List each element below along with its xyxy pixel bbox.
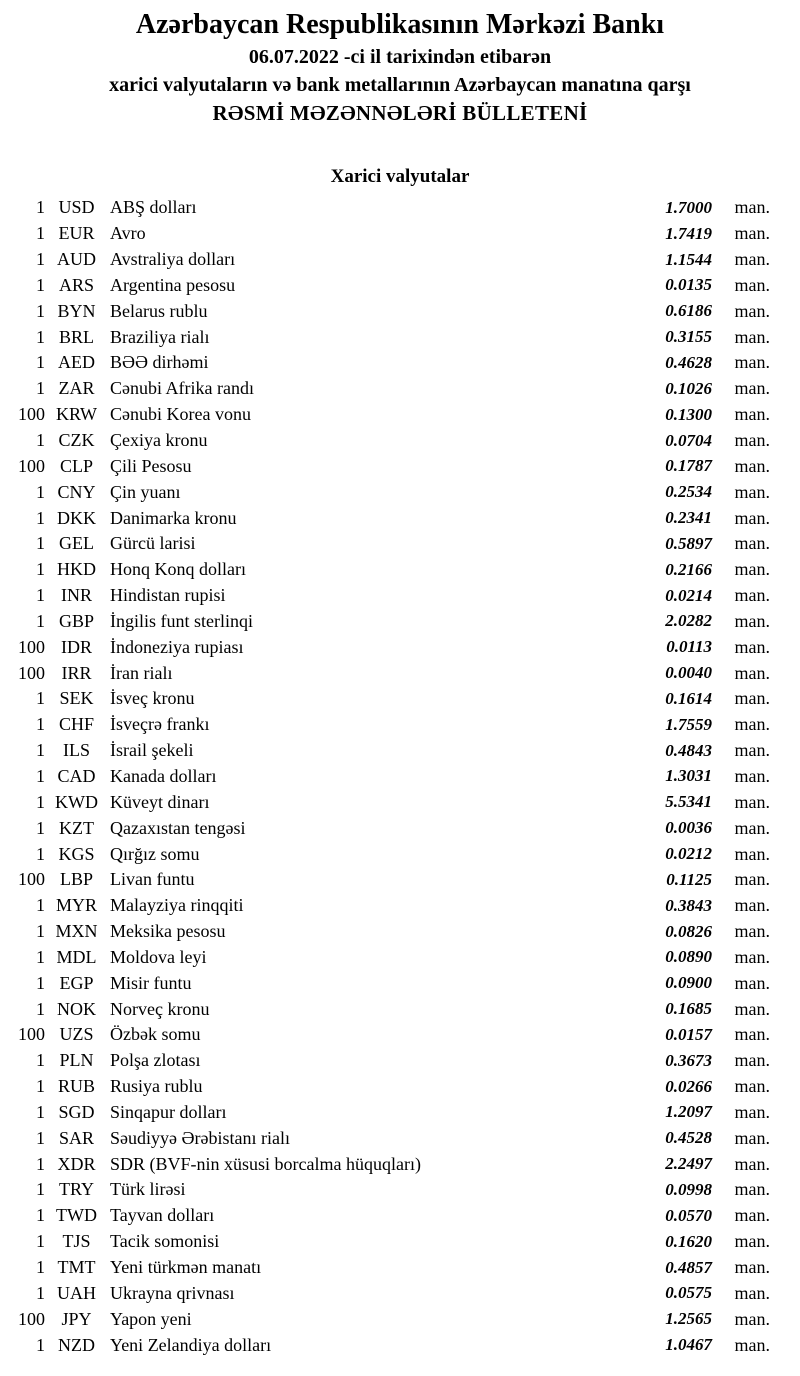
rate-quantity: 1 [36,1231,45,1252]
unit-label: man. [734,998,770,1019]
unit-label: man. [734,1050,770,1071]
currency-code: PLN [59,1050,94,1071]
currency-code: CHF [58,714,94,735]
currency-name: Sinqapur dolları [110,1101,227,1122]
rate-quantity: 1 [36,817,45,838]
rate-value: 1.3031 [665,766,712,786]
currency-name: Cənubi Afrika randı [110,378,254,399]
rate-quantity: 1 [36,585,45,606]
currency-name: Danimarka kronu [110,507,237,528]
rate-row [0,686,770,712]
rate-value: 0.4857 [665,1257,712,1277]
rate-row [0,919,770,945]
currency-code: ZAR [58,378,95,399]
unit-label: man. [734,895,770,916]
unit-label: man. [734,1127,770,1148]
rate-quantity: 100 [18,404,45,425]
rate-value: 0.1026 [665,378,712,398]
unit-label: man. [734,533,770,554]
rate-quantity: 1 [36,791,45,812]
rate-quantity: 1 [36,1101,45,1122]
rate-value: 0.2166 [665,559,712,579]
section-title-foreign-currencies: Xarici valyutalar [330,166,470,187]
currency-code: NZD [58,1334,95,1355]
rate-quantity: 1 [36,249,45,270]
currency-code: HKD [57,559,96,580]
currency-name: Gürcü larisi [110,533,196,554]
rate-row [0,1048,770,1074]
unit-label: man. [734,378,770,399]
rate-row [0,479,770,505]
unit-label: man. [734,1282,770,1303]
rate-quantity: 1 [36,1257,45,1278]
bank-title: Azərbaycan Respublikasının Mərkəzi Bankı [135,9,665,40]
rate-value: 0.0157 [665,1024,712,1044]
rate-row [0,453,770,479]
rate-quantity: 1 [36,714,45,735]
rate-row [0,1022,770,1048]
rate-quantity: 1 [36,1205,45,1226]
rate-value: 0.4628 [665,352,712,372]
rate-quantity: 1 [36,1153,45,1174]
currency-code: KGS [58,843,95,864]
rate-row [0,428,770,454]
rate-value: 0.0266 [665,1076,712,1096]
unit-label: man. [734,249,770,270]
rate-value: 0.0113 [666,637,712,657]
currency-code: IRR [61,662,92,683]
rate-value: 0.4528 [665,1128,712,1148]
rate-quantity: 1 [36,921,45,942]
unit-label: man. [734,843,770,864]
rate-value: 0.0890 [665,947,712,967]
rate-quantity: 1 [36,274,45,295]
rate-row [0,996,770,1022]
rate-value: 0.0998 [665,1179,712,1199]
currency-code: RUB [57,1076,95,1097]
rate-row [0,195,770,221]
rate-value: 5.5341 [665,792,712,812]
unit-label: man. [734,430,770,451]
unit-label: man. [734,1257,770,1278]
rate-value: 0.0212 [665,844,712,864]
currency-code: AUD [57,249,96,270]
currency-code: MYR [55,895,97,916]
currency-name: İsveçrə frankı [110,714,210,735]
rate-value: 0.0036 [665,818,712,838]
rate-row [0,1177,770,1203]
rate-row [0,1151,770,1177]
currency-name: Malayziya rinqqiti [110,895,244,916]
rate-row [0,815,770,841]
currency-name: Honq Konq dolları [110,559,246,580]
rate-quantity: 1 [36,1076,45,1097]
rate-row [0,712,770,738]
rate-row [0,1229,770,1255]
currency-name: Yeni türkmən manatı [110,1257,262,1278]
currency-name: BƏƏ dirhəmi [110,352,209,373]
currency-name: Tayvan dolları [110,1205,215,1226]
unit-label: man. [734,507,770,528]
currency-code: CAD [57,765,96,786]
rate-quantity: 1 [36,1050,45,1071]
rate-row [0,350,770,376]
rate-row [0,402,770,428]
currency-code: INR [61,585,92,606]
rate-row [0,1125,770,1151]
currency-name: Norveç kronu [110,998,210,1019]
currency-code: SEK [59,688,94,709]
unit-label: man. [734,481,770,502]
currency-code: NOK [57,998,96,1019]
rate-value: 0.1685 [665,999,712,1019]
rate-quantity: 1 [36,1127,45,1148]
rate-row [0,841,770,867]
currency-name: Braziliya rialı [110,326,210,347]
unit-label: man. [734,223,770,244]
rate-row [0,376,770,402]
unit-label: man. [734,1308,770,1329]
currency-name: Hindistan rupisi [110,585,226,606]
rate-quantity: 1 [36,507,45,528]
rate-quantity: 1 [36,610,45,631]
rate-value: 1.2565 [665,1309,712,1329]
currency-code: TJS [62,1231,91,1252]
currency-name: Tacik somonisi [110,1231,220,1252]
currency-name: Yeni Zelandiya dolları [110,1334,272,1355]
unit-label: man. [734,404,770,425]
currency-code: LBP [59,869,93,890]
currency-name: Argentina pesosu [110,274,236,295]
rate-quantity: 1 [36,1334,45,1355]
rate-row [0,944,770,970]
rate-quantity: 100 [18,662,45,683]
rate-value: 0.1620 [665,1231,712,1251]
rate-quantity: 100 [18,455,45,476]
rate-quantity: 1 [36,843,45,864]
unit-label: man. [734,197,770,218]
rate-row [0,1255,770,1281]
currency-name: Livan funtu [110,869,195,890]
currency-name: Moldova leyi [110,946,207,967]
currency-code: AED [58,352,95,373]
unit-label: man. [734,1153,770,1174]
rate-row [0,1074,770,1100]
unit-label: man. [734,662,770,683]
unit-label: man. [734,352,770,373]
unit-label: man. [734,740,770,761]
rate-quantity: 1 [36,481,45,502]
unit-label: man. [734,585,770,606]
unit-label: man. [734,869,770,890]
currency-name: Küveyt dinarı [110,791,210,812]
rate-quantity: 100 [18,869,45,890]
unit-label: man. [734,636,770,657]
currency-code: CZK [58,430,95,451]
unit-label: man. [734,688,770,709]
currency-name: Misir funtu [110,972,192,993]
currency-code: EGP [59,972,94,993]
rate-value: 0.0570 [665,1205,712,1225]
rate-quantity: 100 [18,1308,45,1329]
rate-value: 0.2341 [665,508,712,528]
currency-name: İsrail şekeli [110,740,194,761]
currency-code: MDL [56,946,97,967]
rate-value: 0.4843 [665,740,712,760]
rate-value: 1.2097 [665,1102,712,1122]
rate-row [0,531,770,557]
rate-quantity: 1 [36,946,45,967]
bulletin-header [0,0,800,127]
unit-label: man. [734,791,770,812]
rate-row [0,298,770,324]
rate-row [0,1280,770,1306]
currency-name: Avstraliya dolları [110,249,236,270]
rate-value: 0.0040 [665,663,712,683]
rate-value: 0.0214 [665,585,712,605]
currency-name: Yapon yeni [110,1308,192,1329]
rate-value: 0.0575 [665,1283,712,1303]
rate-row [0,893,770,919]
rate-quantity: 1 [36,352,45,373]
currency-code: IDR [61,636,92,657]
currency-name: Qırğız somu [110,843,200,864]
currency-name: İngilis funt sterlinqi [110,610,253,631]
currency-code: BYN [57,300,96,321]
currency-name: Çin yuanı [110,481,181,502]
currency-code: MXN [55,921,98,942]
rate-quantity: 100 [18,636,45,657]
currency-code: SAR [58,1127,94,1148]
rate-value: 1.0467 [665,1335,712,1355]
currency-code: UZS [59,1024,94,1045]
unit-label: man. [734,1024,770,1045]
rate-value: 0.6186 [665,301,712,321]
rate-row [0,609,770,635]
unit-label: man. [734,972,770,993]
rate-row [0,273,770,299]
rate-quantity: 1 [36,378,45,399]
rate-quantity: 1 [36,1282,45,1303]
rate-quantity: 1 [36,1179,45,1200]
rate-value: 0.1614 [665,688,712,708]
currency-name: SDR (BVF-nin xüsusi borcalma hüquqları) [110,1153,421,1174]
rate-quantity: 1 [36,326,45,347]
rate-quantity: 100 [18,1024,45,1045]
rate-quantity: 1 [36,688,45,709]
unit-label: man. [734,817,770,838]
rate-row [0,505,770,531]
rate-value: 1.1544 [665,249,712,269]
currency-name: Rusiya rublu [110,1076,203,1097]
rate-value: 1.7000 [665,197,712,217]
currency-code: ILS [63,740,90,761]
currency-name: Belarus rublu [110,300,208,321]
unit-label: man. [734,274,770,295]
rate-quantity: 1 [36,998,45,1019]
unit-label: man. [734,559,770,580]
rate-value: 0.0135 [665,275,712,295]
rate-quantity: 1 [36,533,45,554]
rate-row [0,867,770,893]
bulletin-name: RƏSMİ MƏZƏNNƏLƏRİ BÜLLETENİ [212,101,588,125]
currency-name: Qazaxıstan tengəsi [110,817,246,838]
rate-quantity: 1 [36,223,45,244]
rate-row [0,221,770,247]
rate-row [0,557,770,583]
unit-label: man. [734,714,770,735]
rate-quantity: 1 [36,559,45,580]
currency-code: JPY [61,1308,92,1329]
rates-list [0,195,800,1358]
currency-code: USD [58,197,95,218]
currency-code: TMT [57,1257,96,1278]
currency-name: Meksika pesosu [110,921,226,942]
rate-quantity: 1 [36,740,45,761]
rate-row [0,247,770,273]
currency-name: ABŞ dolları [110,197,197,218]
bulletin-subtitle: xarici valyutaların və bank metallarının Azərbaycan manatına qarşı [109,74,691,96]
rate-value: 2.0282 [665,611,712,631]
unit-label: man. [734,765,770,786]
currency-code: UAH [57,1282,96,1303]
rate-value: 0.2534 [665,482,712,502]
rate-value: 0.0900 [665,973,712,993]
rate-quantity: 1 [36,300,45,321]
unit-label: man. [734,455,770,476]
rate-row [0,789,770,815]
rate-value: 0.3843 [665,895,712,915]
rate-value: 0.3673 [665,1050,712,1070]
currency-code: GEL [59,533,94,554]
rate-row [0,324,770,350]
currency-name: İndoneziya rupiası [110,636,244,657]
currency-code: CNY [57,481,96,502]
unit-label: man. [734,1101,770,1122]
currency-name: İran rialı [110,662,173,683]
rate-row [0,970,770,996]
rate-value: 0.1125 [666,869,712,889]
currency-code: TRY [58,1179,94,1200]
rate-value: 0.0704 [665,430,712,450]
currency-code: XDR [57,1153,96,1174]
unit-label: man. [734,1205,770,1226]
currency-code: KRW [55,404,97,425]
rate-value: 1.7559 [665,714,712,734]
currency-name: Çexiya kronu [110,430,208,451]
unit-label: man. [734,326,770,347]
currency-code: SGD [58,1101,95,1122]
currency-code: TWD [56,1205,97,1226]
currency-code: GBP [58,610,94,631]
rate-row [0,764,770,790]
currency-code: BRL [58,326,94,347]
currency-name: Çili Pesosu [110,455,192,476]
rate-quantity: 1 [36,430,45,451]
rate-value: 1.7419 [665,223,712,243]
rate-row [0,1203,770,1229]
currency-code: EUR [58,223,95,244]
currency-name: Səudiyyə Ərəbistanı rialı [110,1127,290,1148]
rate-row [0,1332,770,1358]
rate-value: 2.2497 [665,1154,712,1174]
rate-row [0,583,770,609]
currency-name: Ukrayna qrivnası [110,1282,235,1303]
currency-code: DKK [57,507,96,528]
rate-value: 0.1300 [665,404,712,424]
rate-value: 0.5897 [665,533,712,553]
currency-name: Polşa zlotası [110,1050,201,1071]
unit-label: man. [734,921,770,942]
unit-label: man. [734,1334,770,1355]
rate-row [0,634,770,660]
currency-code: KWD [55,791,98,812]
effective-date-line: 06.07.2022 -ci il tarixindən etibarən [248,46,552,68]
rate-row [0,738,770,764]
rate-row [0,1100,770,1126]
unit-label: man. [734,1179,770,1200]
currency-name: Özbək somu [110,1024,201,1045]
unit-label: man. [734,1231,770,1252]
rate-row [0,1306,770,1332]
rate-quantity: 1 [36,197,45,218]
unit-label: man. [734,946,770,967]
currency-name: Avro [110,223,146,244]
unit-label: man. [734,1076,770,1097]
rate-quantity: 1 [36,895,45,916]
rate-value: 0.1787 [665,456,712,476]
rate-quantity: 1 [36,972,45,993]
currency-name: Kanada dolları [110,765,217,786]
currency-code: ARS [58,274,94,295]
currency-name: Türk lirəsi [110,1179,186,1200]
unit-label: man. [734,610,770,631]
rate-row [0,660,770,686]
currency-name: Cənubi Korea vonu [110,404,251,425]
rate-value: 0.0826 [665,921,712,941]
unit-label: man. [734,300,770,321]
rate-value: 0.3155 [665,327,712,347]
currency-code: KZT [59,817,94,838]
currency-code: CLP [59,455,93,476]
currency-name: İsveç kronu [110,688,195,709]
rate-quantity: 1 [36,765,45,786]
